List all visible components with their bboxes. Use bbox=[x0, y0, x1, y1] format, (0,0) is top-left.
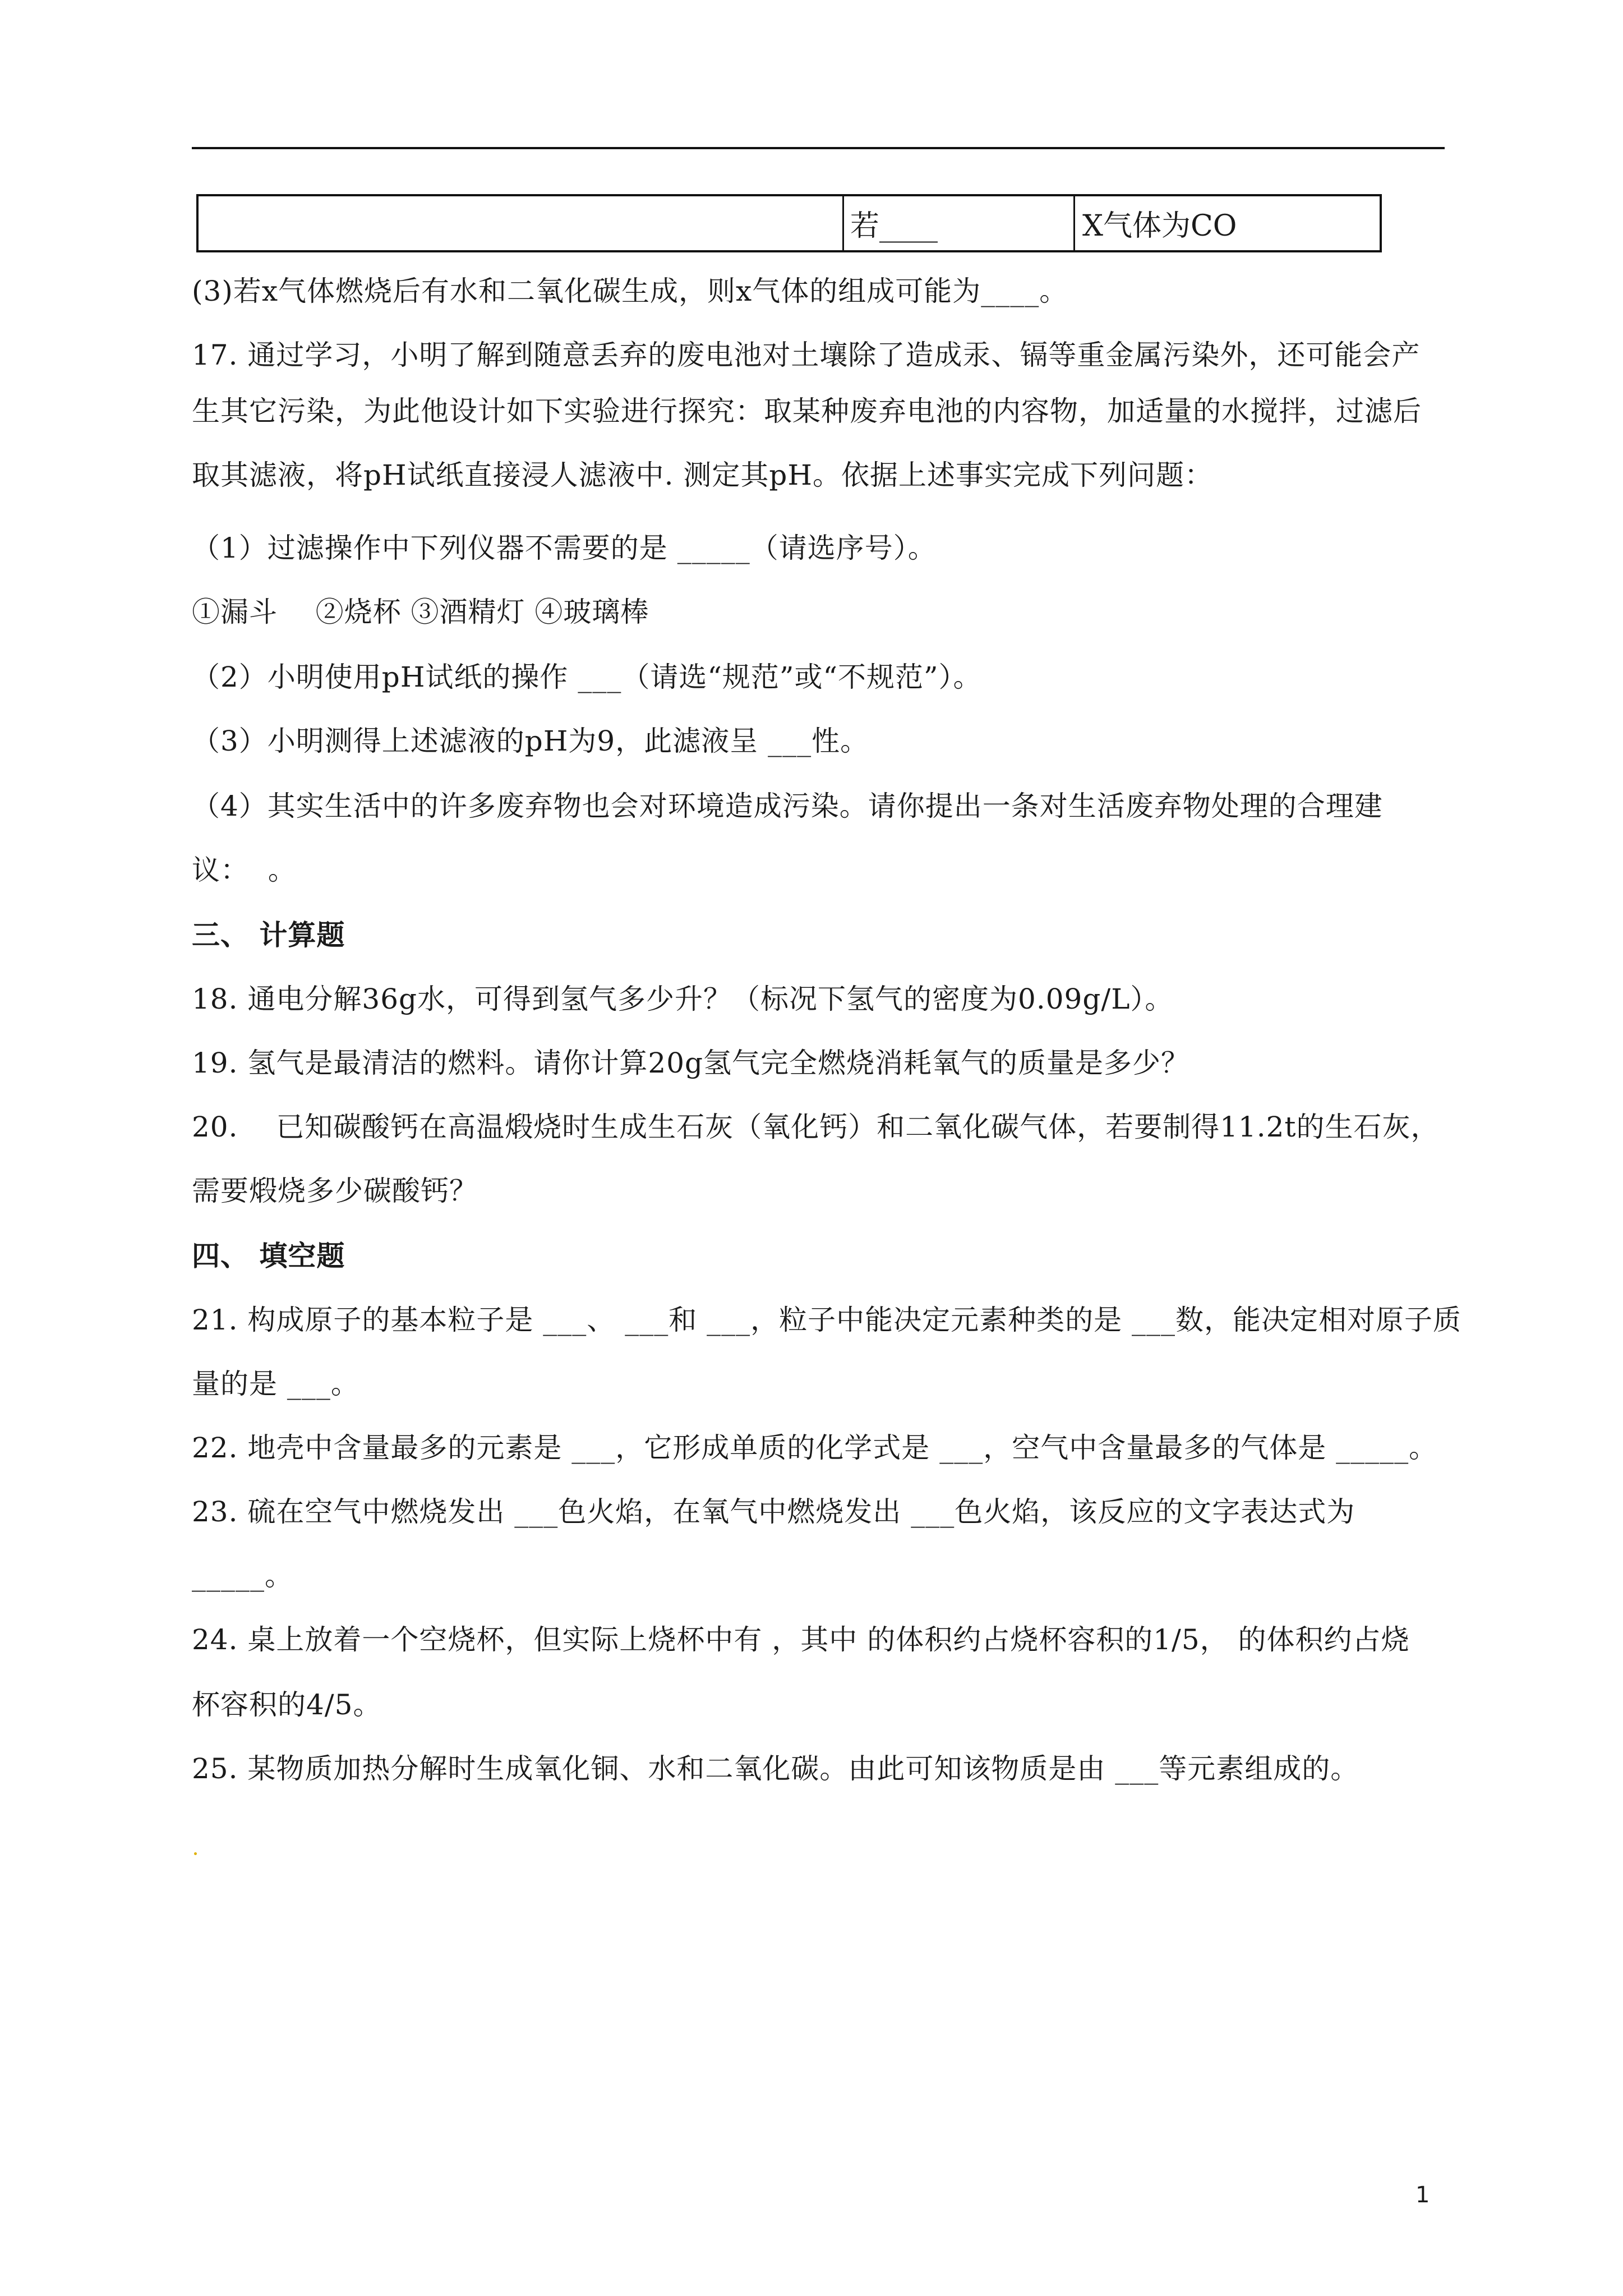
text-line: 取其滤液，将pH试纸直接浸人滤液中. 测定其pH。依据上述事实完成下列问题： bbox=[192, 459, 1214, 491]
text-line: （1）过滤操作中下列仪器不需要的是 _____（请选序号）。 bbox=[192, 532, 937, 564]
text-line: (3)若x气体燃烧后有水和二氧化碳生成，则x气体的组成可能为____。 bbox=[192, 275, 1068, 307]
text-line: 18. 通电分解36g水，可得到氢气多少升？（标况下氢气的密度为0.09g/L）。 bbox=[192, 983, 1174, 1015]
text-line: 议： 。 bbox=[192, 854, 297, 886]
table-divider bbox=[1073, 196, 1075, 250]
text-line: 23. 硫在空气中燃烧发出 ___色火焰，在氧气中燃烧发出 ___色火焰，该反应的文字表达式为 bbox=[192, 1496, 1355, 1528]
section-heading: 四、 填空题 bbox=[192, 1239, 345, 1272]
text-line: 20. 已知碳酸钙在高温煅烧时生成生石灰（氧化钙）和二氧化碳气体，若要制得11.2t的生石灰， bbox=[192, 1111, 1440, 1143]
table-divider bbox=[842, 196, 844, 250]
text-line: 生其它污染，为此他设计如下实验进行探究：取某种废弃电池的内容物，加适量的水搅拌，过滤后 bbox=[192, 395, 1422, 427]
section-heading: 三、 计算题 bbox=[192, 918, 345, 951]
page-number: 1 bbox=[1415, 2182, 1430, 2208]
stray-dot bbox=[194, 1852, 197, 1855]
text-line: （2）小明使用pH试纸的操作 ___（请选“规范”或“不规范”）。 bbox=[192, 661, 982, 693]
text-line: 22. 地壳中含量最多的元素是 ___，它形成单质的化学式是 ___，空气中含量最多的气体是 _____。 bbox=[192, 1432, 1438, 1464]
text-line: _____。 bbox=[192, 1559, 293, 1592]
table-cell-3: X气体为CO bbox=[1082, 209, 1237, 243]
text-line: ①漏斗 ②烧杯 ③酒精灯 ④玻璃棒 bbox=[192, 596, 649, 628]
text-line: 需要煅烧多少碳酸钙？ bbox=[192, 1175, 478, 1207]
text-line: 17. 通过学习，小明了解到随意丢弃的废电池对土壤除了造成汞、镉等重金属污染外，还可能会产 bbox=[192, 339, 1421, 371]
text-line: 19. 氢气是最清洁的燃料。请你计算20g氢气完全燃烧消耗氧气的质量是多少？ bbox=[192, 1047, 1190, 1079]
text-line: 25. 某物质加热分解时生成氧化铜、水和二氧化碳。由此可知该物质是由 ___等元素组成的。 bbox=[192, 1752, 1359, 1785]
text-line: （3）小明测得上述滤液的pH为9，此滤液呈 ___性。 bbox=[192, 725, 869, 757]
answer-table bbox=[196, 194, 1382, 252]
text-line: 杯容积的4/5。 bbox=[192, 1688, 382, 1721]
header-rule bbox=[192, 147, 1445, 149]
text-line: （4）其实生活中的许多废弃物也会对环境造成污染。请你提出一条对生活废弃物处理的合理建 bbox=[192, 790, 1383, 822]
text-line: 21. 构成原子的基本粒子是 ___、 ___和 ___，粒子中能决定元素种类的是 ___数，能决定相对原子质 bbox=[192, 1304, 1461, 1336]
text-line: 量的是 ___。 bbox=[192, 1368, 359, 1400]
table-cell-2: 若____ bbox=[850, 209, 938, 243]
text-line: 24. 桌上放着一个空烧杯，但实际上烧杯中有 ，其中 的体积约占烧杯容积的1/5， 的体积约占烧 bbox=[192, 1623, 1410, 1656]
